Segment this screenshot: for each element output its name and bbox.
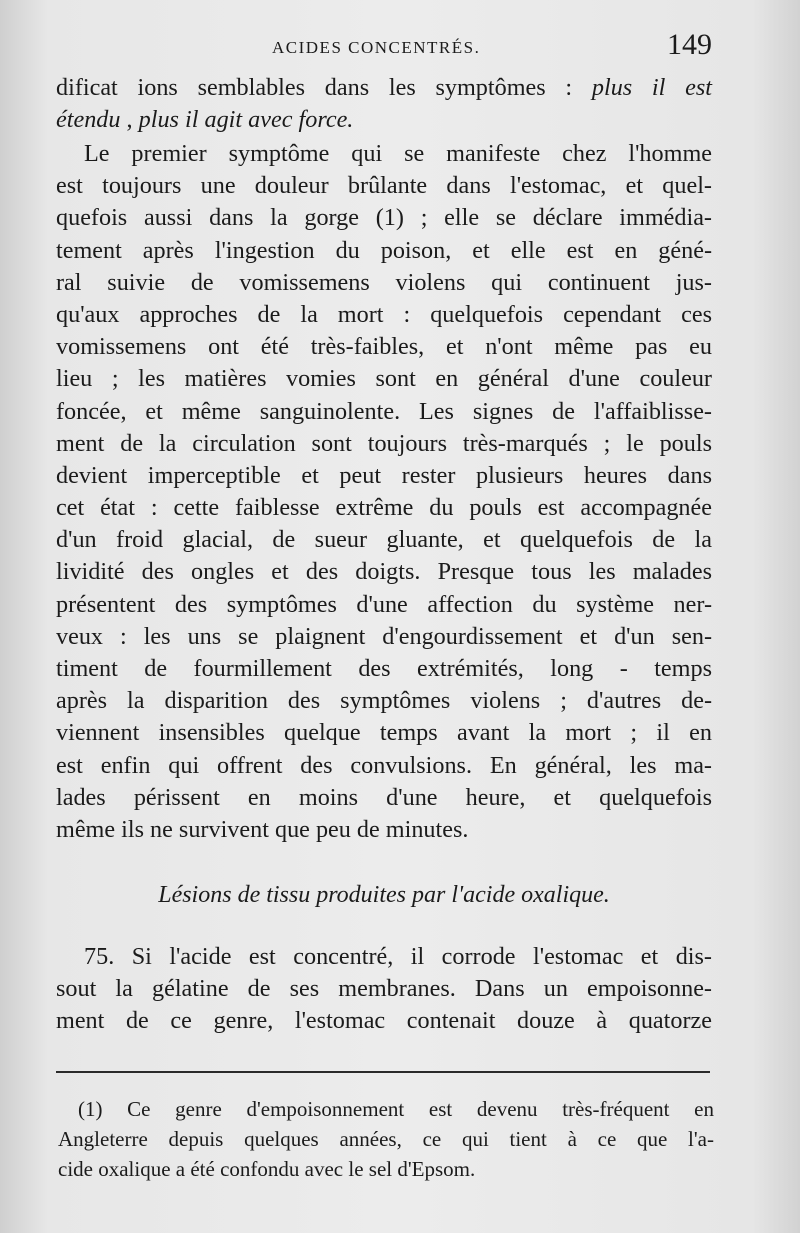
text-line: présentent des symptômes d'une affection du système ner- — [56, 590, 712, 618]
paragraph-lesions — [56, 941, 712, 1038]
text-line: Le premier symptôme qui se manifeste chez l'homme — [84, 140, 712, 167]
page-number: 149 — [667, 28, 712, 61]
footnote-line: Angleterre depuis quelques années, ce qui tient à ce que l'a- — [58, 1127, 714, 1151]
text-line: même ils ne survivent que peu de minutes. — [56, 815, 469, 843]
text-line: veux : les uns se plaignent d'engourdissement et d'un sen- — [56, 622, 712, 650]
running-title: ACIDES CONCENTRÉS. — [272, 38, 481, 57]
footnote — [58, 1094, 714, 1184]
text-line: tement après l'ingestion du poison, et elle est en géné- — [56, 236, 712, 264]
text-line: lades périssent en moins d'une heure, et quelquefois — [56, 783, 712, 811]
footnote-line: cide oxalique a été confondu avec le sel d'Epsom. — [58, 1157, 476, 1181]
text-span: , — [120, 106, 139, 134]
text-line: ment de ce genre, l'estomac contenait douze à quatorze — [56, 1007, 712, 1035]
text-line: foncée, et même sanguinolente. Les signes de l'affaiblisse- — [56, 397, 712, 425]
text-line: vomissemens ont été très-faibles, et n'ont même pas eu — [56, 333, 712, 361]
text-line: quefois aussi dans la gorge (1) ; elle se déclare immédia- — [56, 204, 712, 232]
paragraph-continuation — [56, 72, 712, 136]
section-heading: Lésions de tissu produites par l'acide oxalique. — [158, 882, 610, 908]
text-line: lieu ; les matières vomies sont en général d'une couleur — [56, 365, 712, 393]
text-line: 75. Si l'acide est concentré, il corrode l'estomac et dis- — [84, 943, 712, 970]
text-line: ral suivie de vomissemens violens qui continuent jus- — [56, 268, 712, 296]
text-line: est toujours une douleur brûlante dans l'estomac, et quel- — [56, 172, 712, 200]
text-line — [56, 72, 712, 104]
footnote-line: (1) Ce genre d'empoisonnement est devenu très-fréquent en — [78, 1097, 714, 1121]
text-line: lividité des ongles et des doigts. Presque tous les malades — [56, 558, 712, 586]
text-span: dificat ions semblables dans les symptômes : — [56, 74, 592, 101]
text-line: est enfin qui offrent des convulsions. En général, les ma- — [56, 751, 712, 779]
text-line: qu'aux approches de la mort : quelquefois cependant ces — [56, 300, 712, 328]
text-line: d'un froid glacial, de sueur gluante, et quelquefois de la — [56, 526, 712, 554]
italic-phrase: plus il agit avec force. — [138, 106, 354, 134]
footnote-divider — [56, 1071, 710, 1073]
text-line — [56, 104, 712, 136]
text-line: cet état : cette faiblesse extrême du pouls est accompagnée — [56, 494, 712, 522]
text-line: timent de fourmillement des extrémités, long - temps — [56, 655, 712, 682]
text-line: devient imperceptible et peut rester plusieurs heures dans — [56, 461, 712, 489]
running-head — [0, 30, 800, 70]
text-line: viennent insensibles quelque temps avant la mort ; il en — [56, 719, 712, 747]
text-line: sout la gélatine de ses membranes. Dans un empoisonne- — [56, 975, 712, 1003]
text-line: après la disparition des symptômes violens ; d'autres de- — [56, 687, 712, 715]
italic-phrase: plus il est — [591, 74, 712, 101]
paragraph-symptoms — [56, 138, 712, 846]
italic-phrase: étendu — [56, 106, 121, 134]
text-line: ment de la circulation sont toujours très-marqués ; le pouls — [56, 429, 712, 457]
